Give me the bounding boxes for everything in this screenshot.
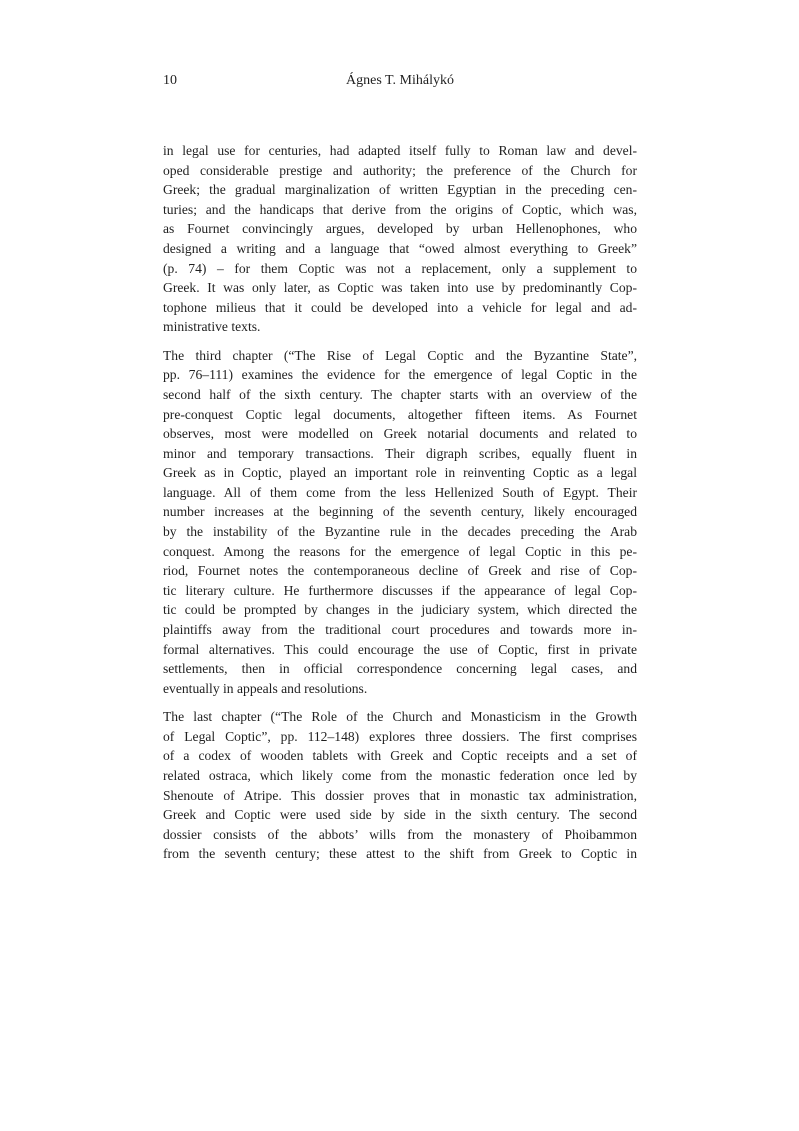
- text-line: as Fournet convincingly argues, developed by urban Hellenophones, who: [163, 221, 637, 237]
- text-line: observes, most were modelled on Greek notarial documents and related to: [163, 426, 637, 442]
- text-line: pp. 76–111) examines the evidence for the emergence of legal Coptic in the: [163, 367, 637, 383]
- text-line: formal alternatives. This could encourage the use of Coptic, first in private: [163, 641, 637, 657]
- text-line: in legal use for centuries, had adapted itself fully to Roman law and devel-: [163, 143, 637, 158]
- text-line: related ostraca, which likely come from the monastic federation once led by: [163, 768, 637, 783]
- text-line: pre-conquest Coptic legal documents, altogether fifteen items. As Fournet: [163, 406, 637, 422]
- text-line: of Legal Coptic”, pp. 112–148) explores three dossiers. The first comprises: [163, 728, 637, 744]
- text-line: ministrative texts.: [163, 319, 261, 335]
- text-line: from the seventh century; these attest to the shift from Greek to Coptic in: [163, 846, 637, 862]
- text-line: designed a writing and a language that “owed almost everything to Greek”: [163, 240, 637, 256]
- text-line: Greek and Coptic were used side by side in the sixth century. The second: [163, 807, 637, 823]
- text-line: dossier consists of the abbots’ wills from the monastery of Phoibammon: [163, 826, 637, 842]
- text-line: minor and temporary transactions. Their digraph scribes, equally fluent in: [163, 445, 637, 461]
- page-number: 10: [163, 73, 177, 88]
- text-line: conquest. Among the reasons for the emergence of legal Coptic in this pe-: [163, 543, 637, 559]
- text-line: (p. 74) – for them Coptic was not a replacement, only a supplement to: [163, 260, 637, 276]
- running-header-title: Ágnes T. Mihálykó: [346, 73, 454, 88]
- paragraph: [163, 346, 637, 699]
- text-line: turies; and the handicaps that derive from the origins of Coptic, which was,: [163, 201, 637, 217]
- text-line: settlements, then in official correspondence concerning legal cases, and: [163, 661, 637, 677]
- text-line: The third chapter (“The Rise of Legal Coptic and the Byzantine State”,: [163, 347, 637, 363]
- text-line: Shenoute of Atripe. This dossier proves that in monastic tax administration,: [163, 787, 637, 803]
- running-header: [163, 72, 637, 90]
- text-line: tophone milieus that it could be developed into a vehicle for legal and ad-: [163, 299, 637, 315]
- text-line: riod, Fournet notes the contemporaneous decline of Greek and rise of Cop-: [163, 563, 637, 579]
- text-line: eventually in appeals and resolutions.: [163, 680, 368, 696]
- text-line: plaintiffs away from the traditional court procedures and towards more in-: [163, 622, 637, 638]
- text-line: language. All of them come from the less Hellenized South of Egypt. Their: [163, 484, 637, 500]
- text-line: Greek; the gradual marginalization of written Egyptian in the preceding cen-: [163, 182, 637, 198]
- text-line: oped considerable prestige and authority; the preference of the Church for: [163, 162, 637, 178]
- text-line: by the instability of the Byzantine rule in the decades preceding the Arab: [163, 524, 637, 540]
- text-line: tic could be prompted by changes in the judiciary system, which directed the: [163, 602, 637, 618]
- text-block: [163, 141, 637, 873]
- text-line: second half of the sixth century. The chapter starts with an overview of the: [163, 386, 637, 402]
- text-line: number increases at the beginning of the seventh century, likely encouraged: [163, 504, 637, 520]
- text-line: Greek. It was only later, as Coptic was taken into use by predominantly Cop-: [163, 280, 637, 296]
- text-line: Greek as in Coptic, played an important role in reinventing Coptic as a legal: [163, 465, 637, 481]
- text-line: of a codex of wooden tablets with Greek and Coptic receipts and a set of: [163, 748, 637, 764]
- text-line: tic literary culture. He furthermore discusses if the appearance of legal Cop-: [163, 582, 637, 598]
- text-line: The last chapter (“The Role of the Church and Monasticism in the Growth: [163, 709, 637, 725]
- paragraph: [163, 707, 637, 864]
- paragraph: [163, 141, 637, 337]
